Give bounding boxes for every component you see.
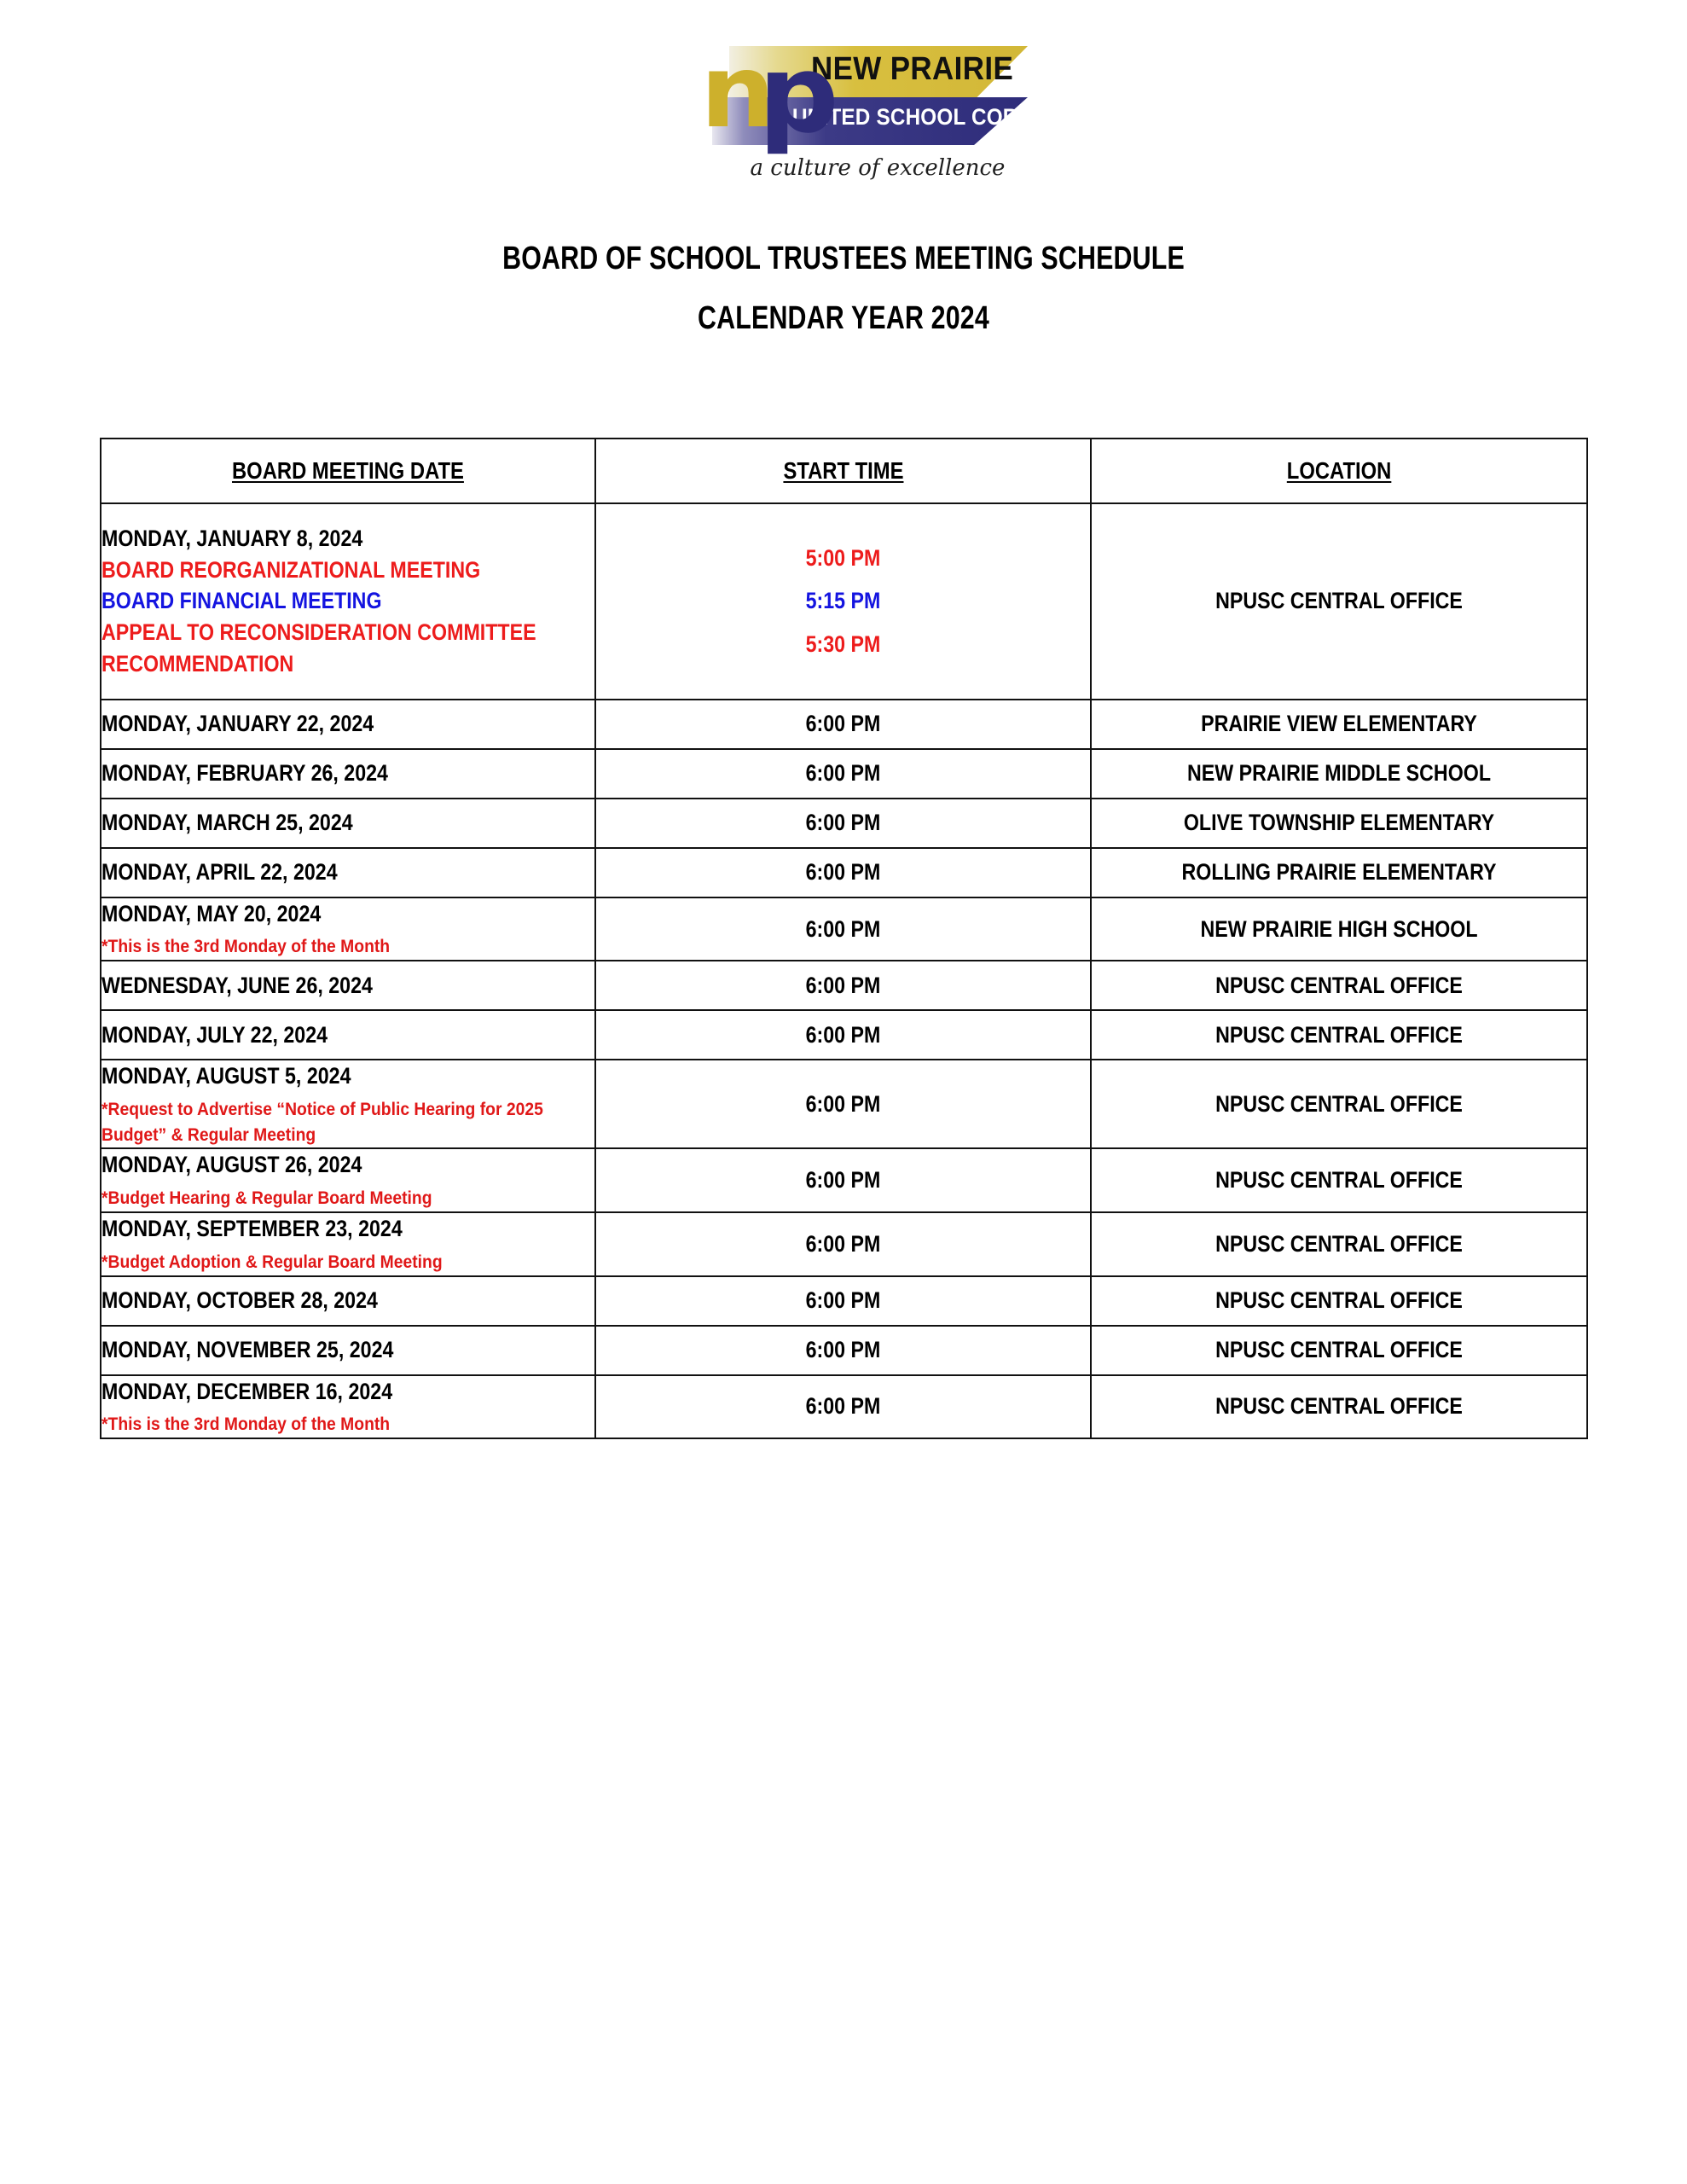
cell-meeting-date bbox=[101, 1212, 595, 1276]
table-row bbox=[101, 848, 1587, 897]
cell-start-time bbox=[595, 1060, 1091, 1148]
location-label: NEW PRAIRIE HIGH SCHOOL bbox=[1200, 915, 1478, 942]
cell-location bbox=[1091, 1212, 1587, 1276]
table-row bbox=[101, 749, 1587, 799]
meeting-date-line: RECOMMENDATION bbox=[101, 650, 294, 677]
location-label: NEW PRAIRIE MIDDLE SCHOOL bbox=[1186, 760, 1492, 787]
cell-start-time bbox=[595, 1010, 1091, 1060]
cell-start-time bbox=[595, 700, 1091, 749]
meeting-schedule-table bbox=[100, 438, 1588, 1439]
start-time-line: 6:00 PM bbox=[805, 1337, 881, 1363]
start-time-line: 6:00 PM bbox=[805, 760, 881, 787]
cell-meeting-date bbox=[101, 799, 595, 848]
table-row bbox=[101, 1060, 1587, 1148]
cell-start-time bbox=[595, 1148, 1091, 1212]
cell-location bbox=[1091, 1010, 1587, 1060]
table-row bbox=[101, 1010, 1587, 1060]
cell-location bbox=[1091, 1148, 1587, 1212]
monogram-n-icon: n bbox=[700, 32, 776, 150]
start-time-line: 6:00 PM bbox=[805, 1230, 881, 1257]
column-header-date-label: BOARD MEETING DATE bbox=[232, 457, 464, 484]
column-header-location bbox=[1091, 439, 1587, 503]
location-label: NPUSC CENTRAL OFFICE bbox=[1215, 1230, 1463, 1257]
cell-start-time bbox=[595, 897, 1091, 961]
cell-start-time bbox=[595, 749, 1091, 799]
location-label: NPUSC CENTRAL OFFICE bbox=[1215, 1287, 1463, 1314]
start-time-line: 6:00 PM bbox=[805, 859, 881, 886]
meeting-date-line: MONDAY, APRIL 22, 2024 bbox=[101, 859, 338, 886]
cell-location bbox=[1091, 749, 1587, 799]
column-header-date bbox=[101, 439, 595, 503]
meeting-note: *Request to Advertise “Notice of Public Hearing for 2025 Budget” & Regular Meeting bbox=[101, 1099, 543, 1145]
cell-location bbox=[1091, 1326, 1587, 1375]
table-row bbox=[101, 503, 1587, 700]
start-time-line: 6:00 PM bbox=[805, 1393, 881, 1420]
cell-meeting-date bbox=[101, 700, 595, 749]
start-time-line: 6:00 PM bbox=[805, 810, 881, 836]
location-label: PRAIRIE VIEW ELEMENTARY bbox=[1201, 711, 1477, 737]
cell-meeting-date bbox=[101, 503, 595, 700]
table-row bbox=[101, 700, 1587, 749]
cell-location bbox=[1091, 1375, 1587, 1439]
cell-meeting-date bbox=[101, 749, 595, 799]
meeting-date-line: MONDAY, JULY 22, 2024 bbox=[101, 1021, 328, 1048]
cell-location bbox=[1091, 1060, 1587, 1148]
location-label: NPUSC CENTRAL OFFICE bbox=[1215, 1337, 1463, 1363]
table-row bbox=[101, 1148, 1587, 1212]
logo-name-line-2: UNITED SCHOOL CORPORATION bbox=[792, 104, 1128, 130]
location-label: NPUSC CENTRAL OFFICE bbox=[1215, 588, 1463, 614]
table-row bbox=[101, 961, 1587, 1010]
meeting-date-line: MONDAY, DECEMBER 16, 2024 bbox=[101, 1378, 393, 1404]
cell-meeting-date bbox=[101, 1276, 595, 1326]
start-time-line: 6:00 PM bbox=[805, 1287, 881, 1314]
meeting-note: *Budget Adoption & Regular Board Meeting bbox=[101, 1252, 443, 1272]
meeting-date-line: WEDNESDAY, JUNE 26, 2024 bbox=[101, 972, 373, 998]
cell-meeting-date bbox=[101, 961, 595, 1010]
meeting-date-line: MONDAY, SEPTEMBER 23, 2024 bbox=[101, 1216, 403, 1241]
page-title: BOARD OF SCHOOL TRUSTEES MEETING SCHEDULE bbox=[502, 241, 1185, 276]
cell-location bbox=[1091, 503, 1587, 700]
cell-location bbox=[1091, 848, 1587, 897]
cell-start-time bbox=[595, 1375, 1091, 1439]
start-time-line: 6:00 PM bbox=[805, 1167, 881, 1194]
location-label: NPUSC CENTRAL OFFICE bbox=[1215, 1021, 1463, 1048]
location-label: NPUSC CENTRAL OFFICE bbox=[1215, 1167, 1463, 1194]
cell-start-time bbox=[595, 799, 1091, 848]
monogram-p-icon: p bbox=[758, 32, 839, 157]
page-subtitle: CALENDAR YEAR 2024 bbox=[698, 300, 989, 336]
cell-start-time bbox=[595, 848, 1091, 897]
start-time-line: 6:00 PM bbox=[805, 711, 881, 737]
meeting-date-line: MONDAY, AUGUST 26, 2024 bbox=[101, 1152, 362, 1178]
cell-location bbox=[1091, 961, 1587, 1010]
meeting-date-line: MONDAY, FEBRUARY 26, 2024 bbox=[101, 760, 388, 787]
location-label: NPUSC CENTRAL OFFICE bbox=[1215, 1090, 1463, 1117]
table-row bbox=[101, 1326, 1587, 1375]
start-time-line: 6:00 PM bbox=[805, 1090, 881, 1117]
meeting-date-line: BOARD REORGANIZATIONAL MEETING bbox=[101, 556, 481, 583]
table-row bbox=[101, 799, 1587, 848]
meeting-date-line: APPEAL TO RECONSIDERATION COMMITTEE bbox=[101, 619, 536, 646]
meeting-note: *This is the 3rd Monday of the Month bbox=[101, 937, 391, 957]
start-time-line: 5:15 PM bbox=[805, 588, 881, 614]
cell-location bbox=[1091, 700, 1587, 749]
table-row bbox=[101, 897, 1587, 961]
table-row bbox=[101, 1212, 1587, 1276]
cell-start-time bbox=[595, 1212, 1091, 1276]
location-label: NPUSC CENTRAL OFFICE bbox=[1215, 1393, 1463, 1420]
start-time-line: 6:00 PM bbox=[805, 972, 881, 998]
table-row bbox=[101, 1375, 1587, 1439]
start-time-line: 6:00 PM bbox=[805, 1021, 881, 1048]
logo-graphic bbox=[647, 32, 1128, 206]
meeting-date-line: MONDAY, NOVEMBER 25, 2024 bbox=[101, 1337, 394, 1363]
column-header-time-label: START TIME bbox=[782, 457, 904, 484]
cell-location bbox=[1091, 897, 1587, 961]
cell-meeting-date bbox=[101, 1326, 595, 1375]
meeting-date-line: MONDAY, JANUARY 22, 2024 bbox=[101, 711, 374, 737]
location-label: ROLLING PRAIRIE ELEMENTARY bbox=[1181, 859, 1497, 886]
location-label: NPUSC CENTRAL OFFICE bbox=[1215, 972, 1463, 998]
table-header bbox=[101, 439, 1587, 503]
meeting-schedule-table-wrapper bbox=[100, 438, 1586, 1439]
cell-meeting-date bbox=[101, 848, 595, 897]
cell-meeting-date bbox=[101, 1060, 595, 1148]
district-logo bbox=[0, 32, 1687, 206]
cell-meeting-date bbox=[101, 1375, 595, 1439]
cell-meeting-date bbox=[101, 1010, 595, 1060]
cell-start-time bbox=[595, 1276, 1091, 1326]
cell-start-time bbox=[595, 1326, 1091, 1375]
meeting-date-line: MONDAY, MAY 20, 2024 bbox=[101, 900, 322, 926]
table-header-row bbox=[101, 439, 1587, 503]
start-time-line: 5:00 PM bbox=[805, 544, 881, 571]
meeting-note: *This is the 3rd Monday of the Month bbox=[101, 1414, 391, 1435]
meeting-date-line: BOARD FINANCIAL MEETING bbox=[101, 588, 382, 614]
meeting-date-line: MONDAY, AUGUST 5, 2024 bbox=[101, 1063, 351, 1089]
meeting-note: *Budget Hearing & Regular Board Meeting bbox=[101, 1188, 432, 1209]
cell-meeting-date bbox=[101, 897, 595, 961]
meeting-date-line: MONDAY, JANUARY 8, 2024 bbox=[101, 526, 363, 551]
column-header-time bbox=[595, 439, 1091, 503]
column-header-location-label: LOCATION bbox=[1286, 457, 1392, 484]
meeting-date-line: MONDAY, OCTOBER 28, 2024 bbox=[101, 1287, 378, 1314]
start-time-line: 5:30 PM bbox=[805, 631, 881, 658]
cell-start-time bbox=[595, 503, 1091, 700]
table-row bbox=[101, 1276, 1587, 1326]
cell-location bbox=[1091, 1276, 1587, 1326]
table-body bbox=[101, 503, 1587, 1438]
meeting-date-line: MONDAY, MARCH 25, 2024 bbox=[101, 810, 353, 836]
logo-name-line-1: NEW PRAIRIE bbox=[811, 51, 1014, 87]
cell-meeting-date bbox=[101, 1148, 595, 1212]
logo-tagline: a culture of excellence bbox=[750, 155, 1006, 181]
start-time-line: 6:00 PM bbox=[805, 915, 881, 942]
cell-start-time bbox=[595, 961, 1091, 1010]
cell-location bbox=[1091, 799, 1587, 848]
location-label: OLIVE TOWNSHIP ELEMENTARY bbox=[1183, 810, 1495, 836]
